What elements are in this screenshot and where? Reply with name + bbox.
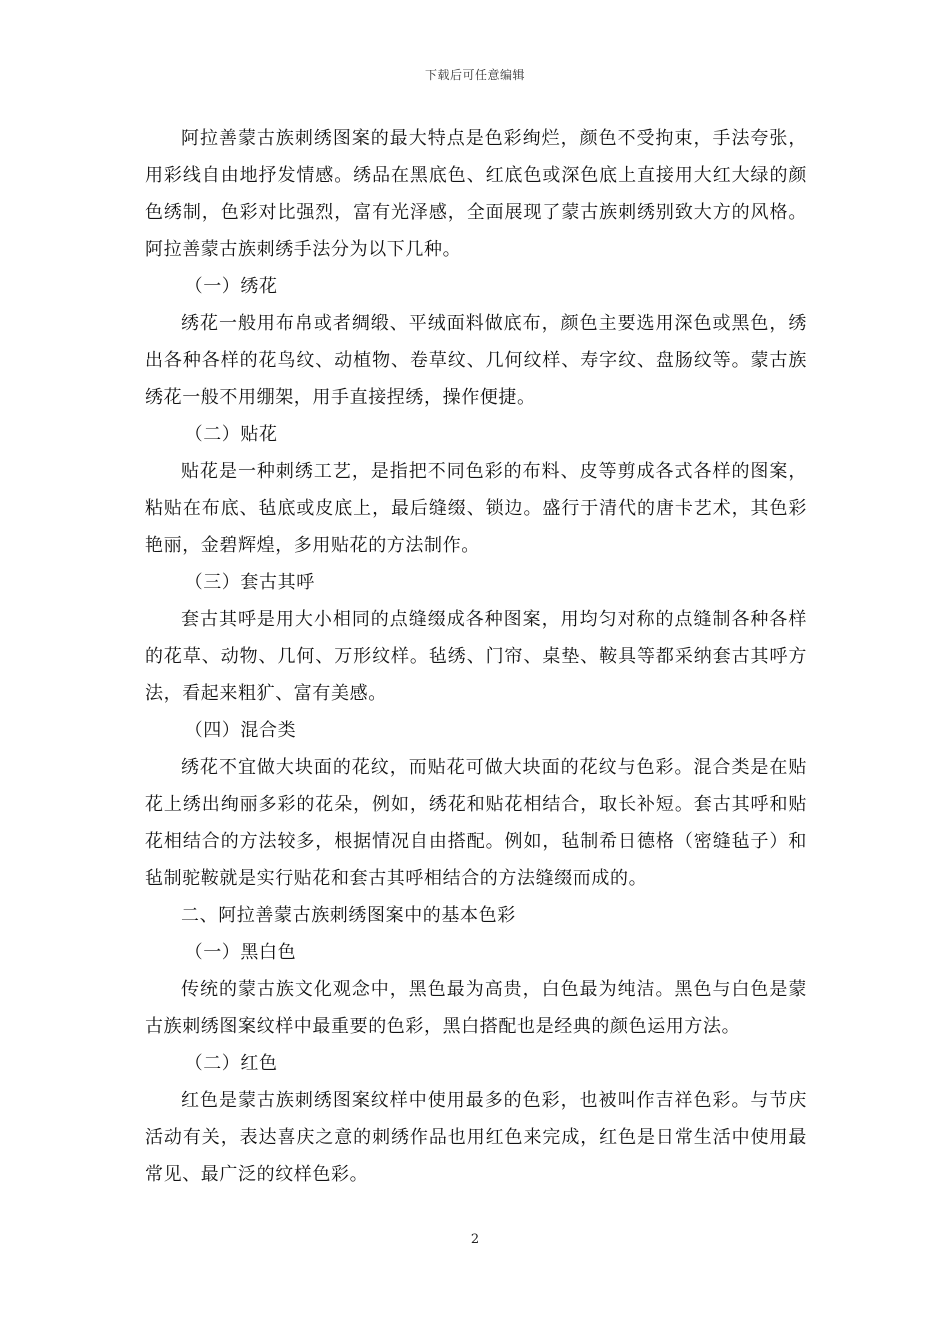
document-body [145, 120, 807, 1193]
heading-red: （二）红色 [184, 1053, 278, 1074]
paragraph-taoguqihu: 套古其呼是用大小相同的点缝缀成各种图案，用均匀对称的点缝制各种各样的花草、动物、几何、万形纹样。毡绣、门帘、桌垫、鞍具等都采纳套古其呼方法，看起来粗犷、富有美感。 [145, 609, 807, 704]
paragraph-applique: 贴花是一种刺绣工艺，是指把不同色彩的布料、皮等剪成各式各样的图案，粘贴在布底、毡底或皮底上，最后缝缀、锁边。盛行于清代的唐卡艺术，其色彩艳丽，金碧辉煌，多用贴花的方法制作。 [145, 461, 807, 556]
paragraph-black-white: 传统的蒙古族文化观念中，黑色最为高贵，白色最为纯洁。黑色与白色是蒙古族刺绣图案纹样中最重要的色彩，黑白搭配也是经典的颜色运用方法。 [145, 979, 807, 1037]
paragraph-embroidery: 绣花一般用布帛或者绸缎、平绒面料做底布，颜色主要选用深色或黑色，绣出各种各样的花鸟纹、动植物、卷草纹、几何纹样、寿字纹、盘肠纹等。蒙古族绣花一般不用绷架，用手直接捏绣，操作便捷。 [145, 313, 807, 408]
heading-taoguqihu: （三）套古其呼 [184, 572, 315, 593]
heading-applique: （二）贴花 [184, 424, 278, 445]
paragraph-intro: 阿拉善蒙古族刺绣图案的最大特点是色彩绚烂，颜色不受拘束，手法夸张，用彩线自由地抒发情感。绣品在黑底色、红底色或深色底上直接用大红大绿的颜色绣制，色彩对比强烈，富有光泽感，全面展现了蒙古族刺绣别致大方的风格。阿拉善蒙古族刺绣手法分为以下几种。 [145, 128, 807, 260]
heading-black-white: （一）黑白色 [184, 942, 297, 963]
page-number: 2 [470, 1232, 480, 1247]
section-heading-colors: 二、阿拉善蒙古族刺绣图案中的基本色彩 [181, 905, 516, 926]
heading-embroidery: （一）绣花 [184, 276, 278, 297]
heading-mixed: （四）混合类 [184, 720, 297, 741]
page-header: 下载后可任意编辑 [424, 68, 525, 82]
paragraph-red: 红色是蒙古族刺绣图案纹样中使用最多的色彩，也被叫作吉祥色彩。与节庆活动有关，表达喜庆之意的刺绣作品也用红色来完成，红色是日常生活中使用最常见、最广泛的纹样色彩。 [145, 1090, 807, 1185]
paragraph-mixed: 绣花不宜做大块面的花纹，而贴花可做大块面的花纹与色彩。混合类是在贴花上绣出绚丽多彩的花朵，例如，绣花和贴花相结合，取长补短。套古其呼和贴花相结合的方法较多，根据情况自由搭配。例如，毡制希日德格（密缝毡子）和毡制驼鞍就是实行贴花和套古其呼相结合的方法缝缀而成的。 [145, 757, 807, 889]
